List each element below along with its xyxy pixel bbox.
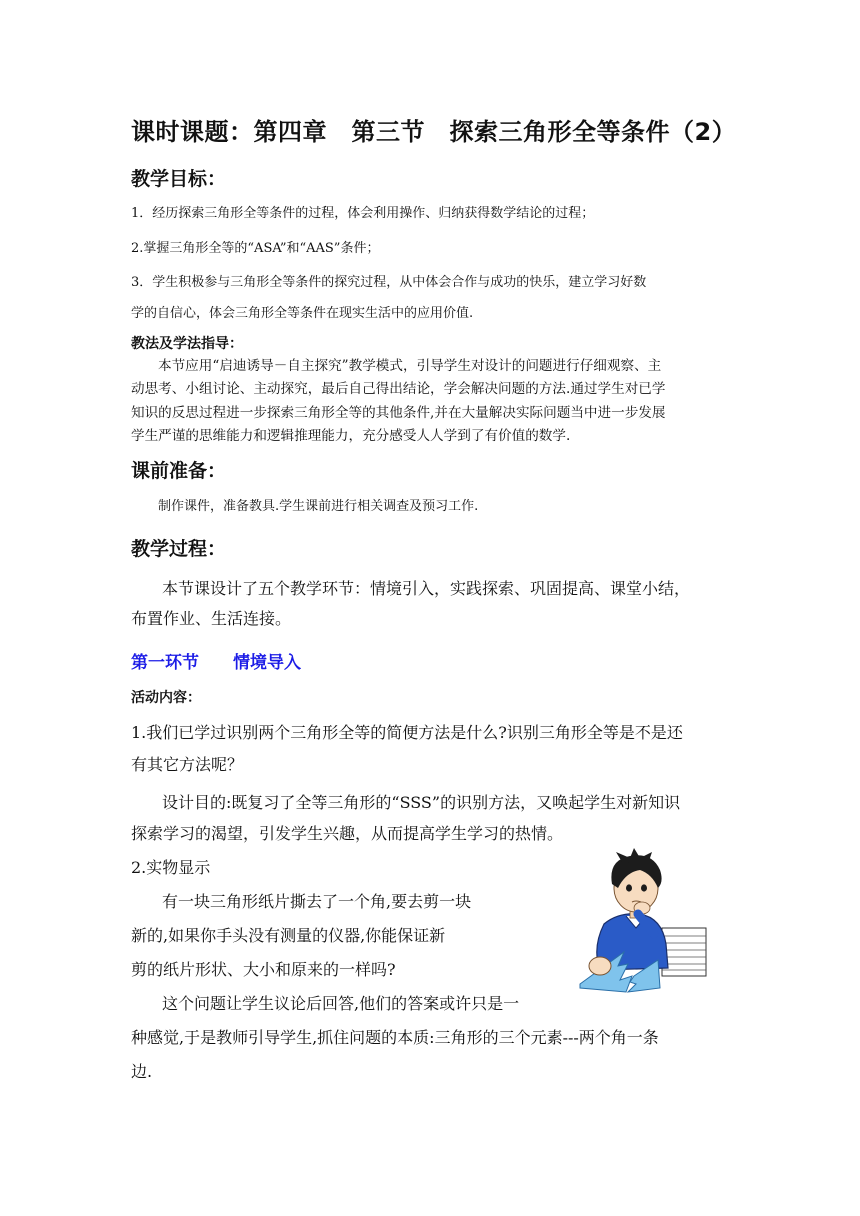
prep-text: 制作课件，准备教具.学生课前进行相关调查及预习工作. bbox=[158, 499, 479, 514]
objectives-heading: 教学目标： bbox=[131, 168, 227, 190]
methods-line-1: 本节应用“启迪诱导－自主探究”教学模式，引导学生对设计的问题进行仔细观察、主 bbox=[158, 358, 662, 374]
activity-line-1: 1.我们已学过识别两个三角形全等的简便方法是什么?识别三角形全等是不是还 bbox=[131, 723, 683, 742]
item-2-heading: 2.实物显示 bbox=[131, 858, 211, 877]
process-line-2: 布置作业、生活连接。 bbox=[131, 609, 292, 628]
prep-heading: 课前准备： bbox=[131, 460, 227, 482]
activity-line-2: 有其它方法呢？ bbox=[131, 755, 244, 774]
methods-line-3: 知识的反思过程进一步探索三角形全等的其他条件,并在大量解决实际问题当中进一步发展 bbox=[131, 405, 666, 421]
objective-item-3: 3．学生积极参与三角形全等条件的探究过程，从中体会合作与成功的快乐，建立学习好数 bbox=[131, 275, 647, 290]
methods-heading: 教法及学法指导： bbox=[131, 336, 243, 352]
section-1-heading: 第一环节 情境导入 bbox=[131, 653, 301, 673]
process-line-1: 本节课设计了五个教学环节：情境引入，实践探索、巩固提高、课堂小结， bbox=[162, 579, 691, 598]
thinking-boy-illustration bbox=[578, 848, 710, 994]
methods-line-2: 动思考、小组讨论、主动探究，最后自己得出结论，学会解决问题的方法.通过学生对已学 bbox=[131, 381, 666, 397]
question-line-1: 有一块三角形纸片撕去了一个角,要去剪一块 bbox=[162, 892, 472, 911]
objective-item-3-continued: 学的自信心，体会三角形全等条件在现实生活中的应用价值. bbox=[131, 306, 474, 321]
discussion-line-2: 种感觉,于是教师引导学生,抓住问题的本质:三角形的三个元素---两个角一条 bbox=[131, 1028, 659, 1047]
activity-heading: 活动内容： bbox=[131, 690, 201, 706]
question-line-3: 剪的纸片形状、大小和原来的一样吗? bbox=[131, 960, 396, 979]
paper-stack-icon bbox=[662, 928, 706, 976]
lesson-title: 课时课题：第四章 第三节 探索三角形全等条件（2） bbox=[131, 118, 737, 146]
question-line-2: 新的,如果你手头没有测量的仪器,你能保证新 bbox=[131, 926, 446, 945]
process-heading: 教学过程： bbox=[131, 538, 227, 560]
discussion-line-3: 边. bbox=[131, 1062, 153, 1081]
design-purpose-line-2: 探索学习的渴望，引发学生兴趣，从而提高学生学习的热情。 bbox=[131, 824, 564, 843]
methods-line-4: 学生严谨的思维能力和逻辑推理能力，充分感受人人学到了有价值的数学. bbox=[131, 428, 571, 444]
discussion-line-1: 这个问题让学生议论后回答,他们的答案或许只是一 bbox=[162, 994, 520, 1013]
design-purpose-line-1: 设计目的:既复习了全等三角形的“SSS”的识别方法，又唤起学生对新知识 bbox=[162, 793, 681, 812]
objective-item-1: 1．经历探索三角形全等条件的过程，体会利用操作、归纳获得数学结论的过程； bbox=[131, 206, 595, 221]
objective-item-2: 2.掌握三角形全等的“ASA”和“AAS”条件； bbox=[131, 241, 380, 256]
